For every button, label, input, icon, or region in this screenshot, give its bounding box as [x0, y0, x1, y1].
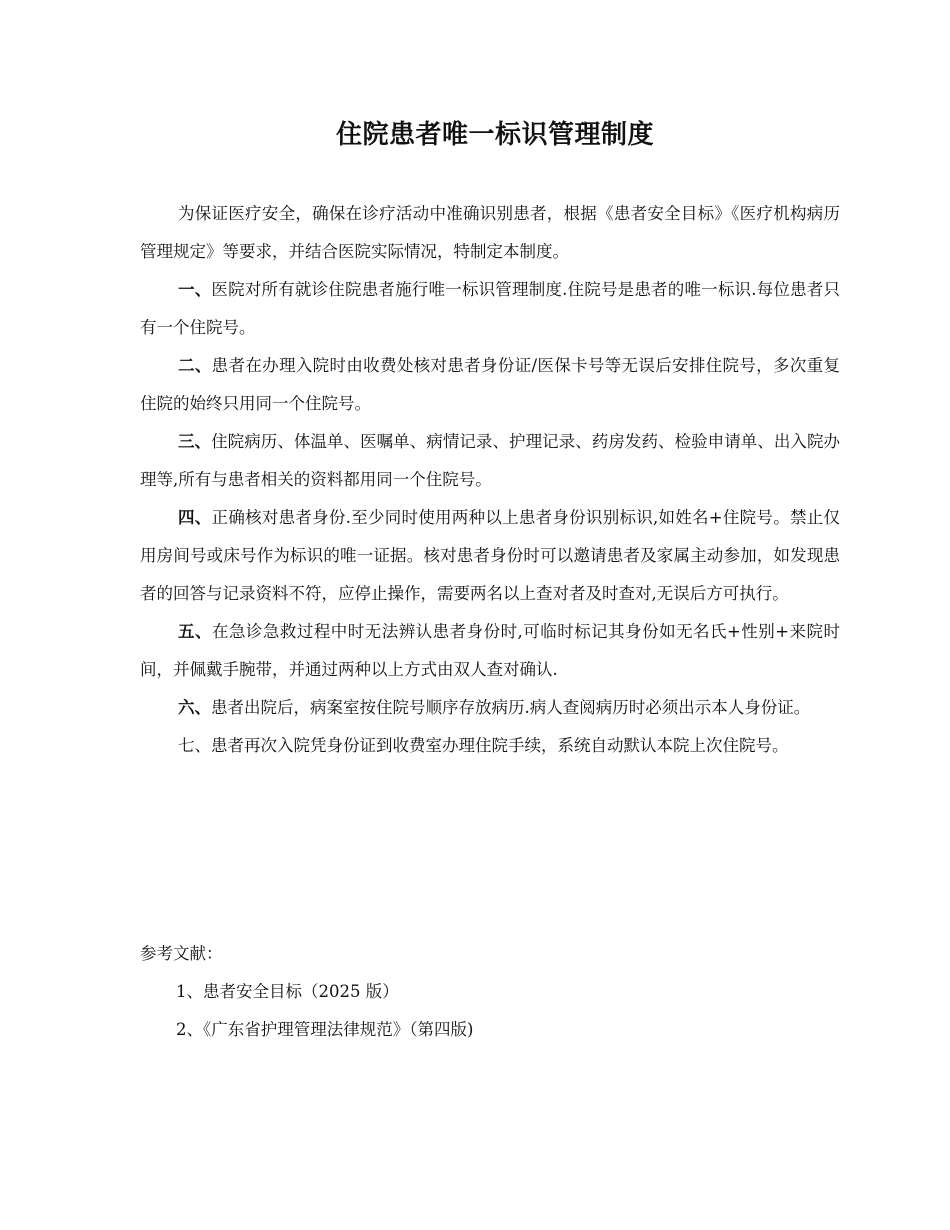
intro-paragraph: 为保证医疗安全，确保在诊疗活动中准确识别患者，根据《患者安全目标》《医疗机构病历管理规定》等要求，并结合医院实际情况，特制定本制度。: [140, 204, 840, 261]
clause-2-lead: 二、: [178, 356, 212, 375]
clause-5-lead: 五、: [178, 622, 212, 641]
clause-4: [140, 499, 840, 613]
clause-6-text: 患者出院后，病案室按住院号顺序存放病历.病人查阅病历时必须出示本人身份证。: [211, 698, 811, 717]
references-section: [140, 935, 840, 1049]
clause-4-lead: 四、: [178, 508, 212, 527]
clause-7-text: 七、患者再次入院凭身份证到收费室办理住院手续，系统自动默认本院上次住院号。: [178, 736, 789, 755]
clause-4-text: 正确核对患者身份.至少同时使用两种以上患者身份识别标识,如姓名+住院号。禁止仅用房间号或床号作为标识的唯一证据。核对患者身份时可以邀请患者及家属主动参加，如发现患者的回答与记录资料不符，应停止操作，需要两名以上查对者及时查对,无误后方可执行。: [140, 508, 841, 603]
clause-5: [140, 613, 840, 689]
clause-6: [140, 689, 840, 727]
clause-1-lead: 一、: [178, 280, 212, 299]
clause-2-text: 患者在办理入院时由收费处核对患者身份证/医保卡号等无误后安排住院号，多次重复住院的始终只用同一个住院号。: [140, 356, 841, 413]
clause-2: [140, 347, 840, 423]
clause-7: [140, 727, 840, 765]
clause-3-text: 住院病历、体温单、医嘱单、病情记录、护理记录、药房发药、检验申请单、出入院办理等,所有与患者相关的资料都用同一个住院号。: [140, 432, 841, 489]
reference-item-2: 2、《广东省护理管理法律规范》（第四版): [176, 1020, 474, 1039]
clause-3: [140, 423, 840, 499]
document-title: 住院患者唯一标识管理制度: [335, 120, 654, 150]
clause-3-lead: 三、: [178, 432, 212, 451]
clause-1: [140, 271, 840, 347]
clause-5-text: 在急诊急救过程中时无法辨认患者身份时,可临时标记其身份如无名氏+性别+来院时间，并佩戴手腕带，并通过两种以上方式由双人查对确认.: [140, 622, 841, 679]
clause-1-text: 医院对所有就诊住院患者施行唯一标识管理制度.住院号是患者的唯一标识.每位患者只有一个住院号。: [140, 280, 840, 337]
clause-6-lead: 六、: [178, 698, 211, 717]
references-heading: 参考文献：: [140, 944, 223, 963]
reference-item-1: 1、患者安全目标（2025 版）: [176, 982, 399, 1001]
document-body: [140, 195, 840, 765]
